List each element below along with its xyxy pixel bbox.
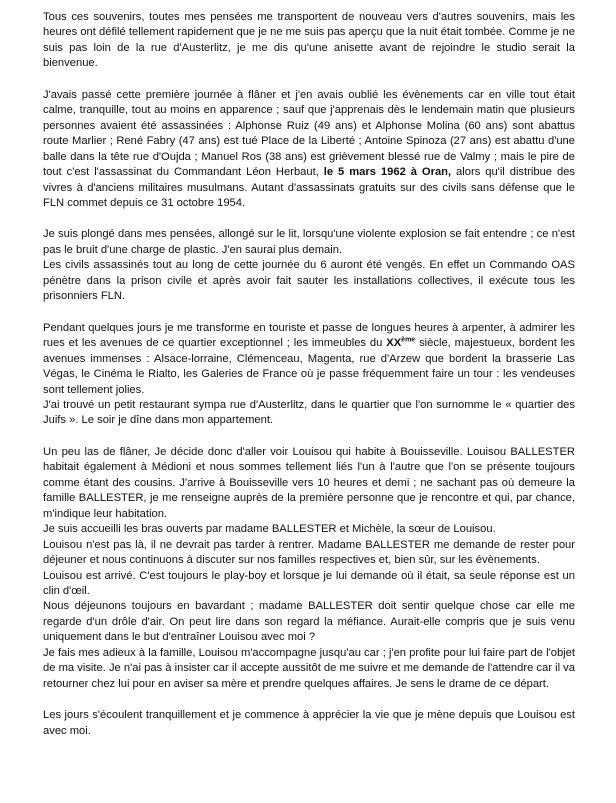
paragraph-gap — [43, 692, 575, 708]
paragraph-playboy: Louisou est arrivé. C'est toujours le play-boy et lorsque je lui demande où il était, sa seule réponse est un clin d'œil. — [43, 569, 575, 597]
document-page — [43, 10, 575, 739]
paragraph-touriste — [43, 321, 575, 398]
paragraph-gap — [43, 429, 575, 445]
paragraph-explosion: Je suis plongé dans mes pensées, allongé sur le lit, lorsqu'une violente explosion se fait entendre ; ce n'est pas le bruit d'une charge de plastic. J'en saurai plus demain. — [43, 228, 575, 256]
century-numeral: XX — [386, 337, 402, 350]
paragraph-vengeance: Les civils assassinés tout au long de cette journée du 6 auront été vengés. En effet un Commando OAS pénètre dans la prison civile et après avoir fait sauter les installations collectives, il exécute tous les prisonniers FLN. — [43, 259, 575, 303]
paragraph-text: alors qu'il distribue des vivres à d'anciens militaires musulmans. Autant d'assassinats gratuits sur des civils sans défense que le FLN commet depuis ce 31 octobre 1954. — [43, 166, 575, 209]
paragraph-text: siècle, majestueux, bordent les avenues immenses : Alsace-lorraine, Clémenceau, Magenta, rue d'Arzew que bordent la brasserie Las Végas, le Cinéma le Rialto, les Galeries de France où je passe fréquemment faire un tour : les vendeuses sont tellement jolies. — [43, 337, 575, 396]
paragraph-adieux: Je fais mes adieux à la famille, Louisou m'accompagne jusqu'au car ; j'en profite pour lui faire part de l'objet de ma visite. Je n'ai pas à insister car il accepte aussitôt de me suivre et me demande de l'attendre car il va retourner chez lui pour en aviser sa mère et prendre quelques affaires. Je sens le drame de ce départ. — [43, 646, 575, 690]
century-superscript: ème — [401, 336, 416, 344]
paragraph-text: Pendant quelques jours je me transforme en touriste et passe de longues heures à arpenter, à admirer les rues et les avenues de ce quartier exceptionnel ; les immeubles du — [43, 321, 575, 350]
paragraph-gap — [43, 211, 575, 227]
paragraph-text: J'avais passé cette première journée à flâner et j'en avais oublié les évènements car en ville tout était calme, tranquille, tout au moins en apparence ; sauf que j'apprenais dès le lendemain matin que plusieurs personnes avaient été assassinées : Alphonse Ruiz (49 ans) et Alphonse Molina (60 ans) sont abattus route Marlier ; René Fabry (47 ans) est tué Place de la Liberté ; Antoine Spinoza (27 ans) est abattu d'une balle dans la tête rue d'Oujda ; Manuel Ros (38 ans) est grièvement blessé rue de Valmy ; mais le pire de tout c'est l'assassinat du Commandant Léon Herbaut, — [43, 88, 575, 179]
paragraph-accueil: Je suis accueilli les bras ouverts par madame BALLESTER et Michèle, la sœur de Louisou. — [43, 523, 496, 536]
paragraph-gap — [43, 305, 575, 321]
century-label — [386, 337, 415, 349]
paragraph-conclusion: Les jours s'écoulent tranquillement et je commence à apprécier la vie que je mène depuis que Louisou est avec moi. — [43, 709, 575, 737]
paragraph-dejeuner: Louisou n'est pas là, il ne devrait pas tarder à rentrer. Madame BALLESTER me demande de rester pour déjeuner et nous continuons à discuter sur nos familles respectives et, bien sûr, sur les évènements. — [43, 538, 575, 567]
paragraph-mefiance: Nous déjeunons toujours en bavardant ; madame BALLESTER doit sentir quelque chose car elle me regarde d'un drôle d'air. On peut lire dans son regard la méfiance. Aurait-elle compris que je suis venu uniquement dans le but d'entraîner Louisou avec moi ? — [43, 600, 575, 644]
paragraph-gap — [43, 72, 575, 88]
bold-date: le 5 mars 1962 à Oran, — [323, 166, 452, 179]
paragraph-restaurant: J'ai trouvé un petit restaurant sympa rue d'Austerlitz, dans le quartier que l'on surnomme le « quartier des Juifs ». Le soir je dîne dans mon appartement. — [43, 398, 575, 427]
paragraph-bouisseville: Un peu las de flâner, Je décide donc d'aller voir Louisou qui habite à Bouisseville. Louisou BALLESTER habitait également à Médioni et nous sommes tellement liés l'un à l'autre que l'on se présente toujours comme étant des cousins. J'arrive à Bouisseville vers 10 heures et demi ; ne sachant pas où demeure la famille BALLESTER, je me renseigne auprès de la première personne que je rencontre et qui, par chance, m'indique leur habitation. — [43, 445, 575, 520]
paragraph-assassinats — [43, 88, 575, 212]
paragraph-souvenirs: Tous ces souvenirs, toutes mes pensées me transportent de nouveau vers d'autres souvenirs, mais les heures ont défilé tellement rapidement que je ne me suis pas aperçu que la nuit était tombée. Comme je ne suis pas loin de la rue d'Austerlitz, je me dis qu'une anisette avant de rejoindre le studio serait la bienvenue. — [43, 11, 575, 70]
